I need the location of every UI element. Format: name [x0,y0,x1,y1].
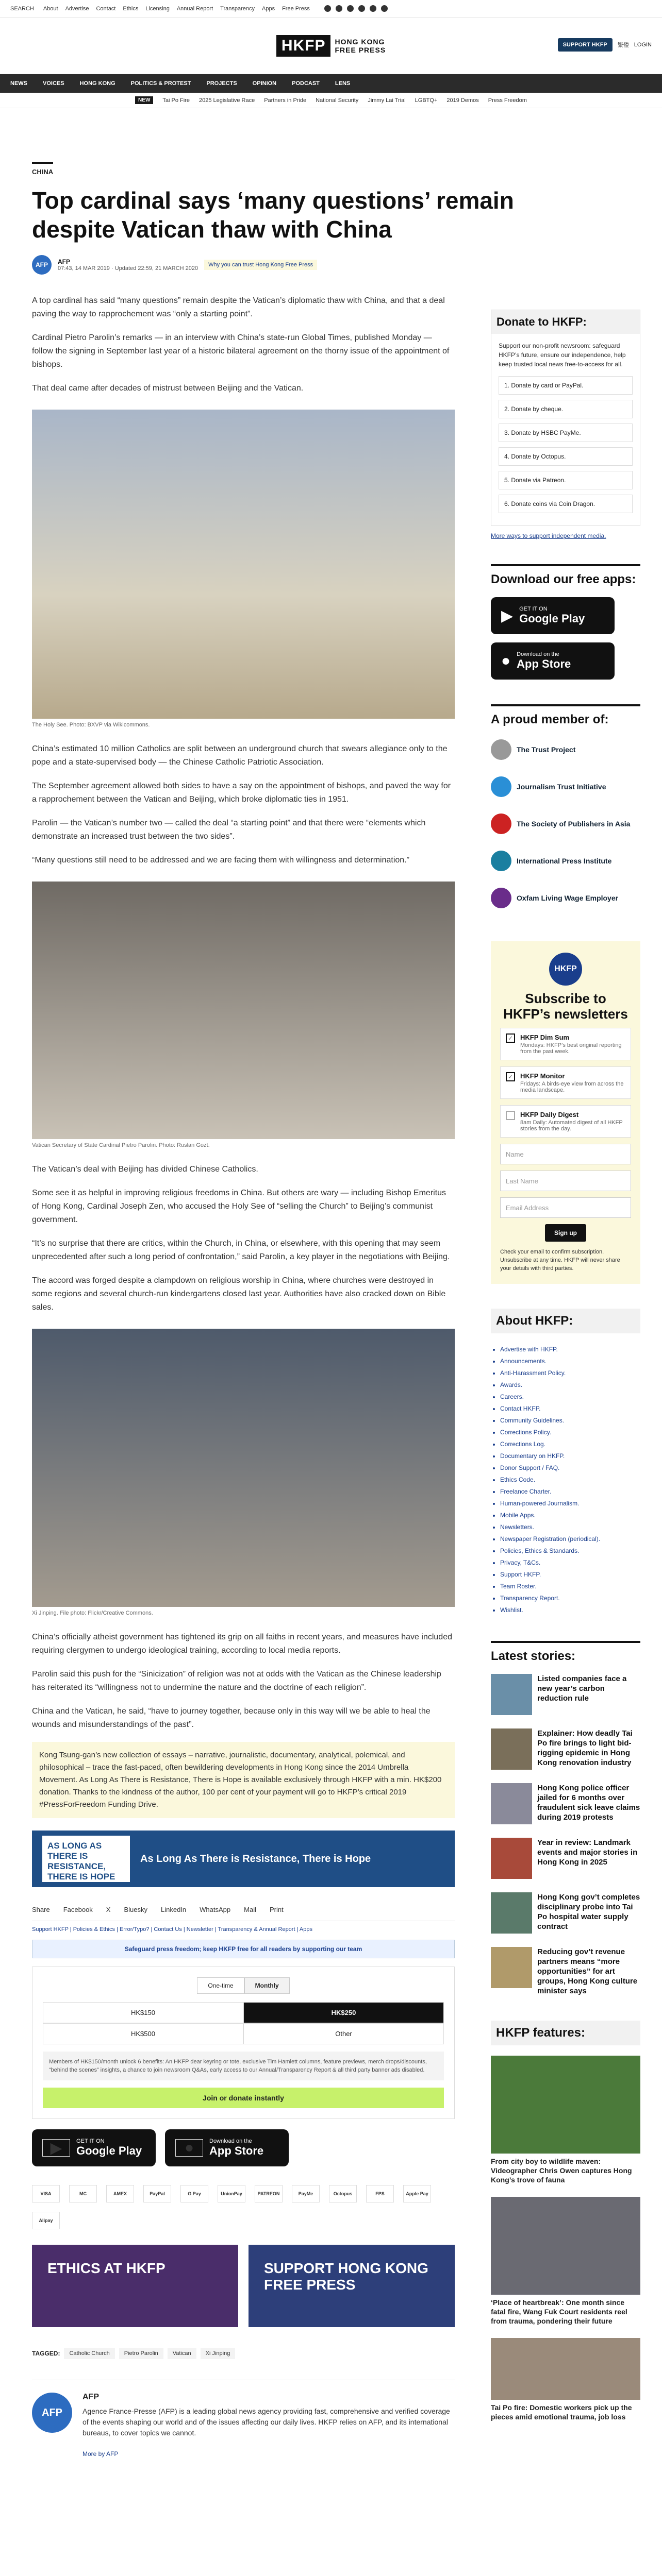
apple-icon: ● [175,2139,203,2157]
top-link-apps[interactable]: Apps [262,5,275,12]
tags [32,2348,455,2359]
video-row [32,2245,455,2327]
latest-story[interactable] [491,1947,640,1996]
article-title: Top cardinal says ‘many questions’ remain despite Vatican thaw with China [32,187,514,243]
share-x[interactable]: X [106,1906,111,1913]
paragraph: The Vatican’s deal with Beijing has divided Chinese Catholics. [32,1165,258,1174]
top-link-transparency[interactable]: Transparency [220,5,255,12]
donate-note: Members of HK$150/month unlock 6 benefits: An HKFP dear keyring or tote, exclusive Tim Hamlett columns, feature previews, merch drops/discounts, “behind the scenes” insights, a chance to join newsroom Q&As, early access to our Annual/Transparency Report & all third party banner ads disabled. [43,2052,444,2080]
paragraph: A top cardinal has said “many questions” remain despite the Vatican’s diplomatic thaw with China, and that a deal paving the way to rapprochement was “only a starting point”. [32,296,445,318]
paragraph: That deal came after decades of mistrust between Beijing and the Vatican. [32,384,304,393]
member-title: A proud member of: [491,704,640,727]
latest-thumb [491,1838,532,1879]
nav-lens[interactable]: LENS [335,80,351,87]
badge-big: App Store [517,657,571,670]
nav-hong-kong[interactable]: HONG KONG [79,80,115,87]
about-link[interactable]: • Policies, Ethics & Standards. [500,1545,640,1557]
more-ways-link[interactable]: More ways to support independent media. [491,532,606,539]
top-links [43,6,310,12]
content-columns [32,294,640,2470]
latest-thumb [491,1783,532,1824]
member-logo[interactable] [491,886,640,910]
feature-image[interactable] [491,2056,640,2154]
about-link[interactable]: • Careers. [500,1391,640,1403]
article-photo-xi-jinping [32,1329,455,1607]
ipi-icon [491,851,511,871]
paragraph: Some see it as helpful in improving religious freedoms in China. But others are wary — including Bishop Emeritus of Hong Kong, Cardinal Joseph Zen, who accused the Holy See of “selling the Church” to Beijing’s communist government. [32,1189,446,1224]
features-title: HKFP features: [491,2021,640,2045]
member-logo[interactable] [491,774,640,799]
about-link[interactable]: • Community Guidelines. [500,1415,640,1427]
article-category[interactable]: CHINA [32,162,53,176]
member-name: The Trust Project [517,745,576,754]
visa-icon: VISA [32,2185,60,2202]
latest-title: Latest stories: [491,1641,640,1664]
paypal-icon: PayPal [143,2185,171,2202]
video-ethics[interactable]: ETHICS AT HKFP [32,2245,238,2327]
safeguard-banner[interactable]: Safeguard press freedom; keep HKFP free for all readers by supporting our team [32,1940,455,1958]
about-link[interactable]: • Contact HKFP. [500,1403,640,1415]
newsletter-option[interactable] [500,1105,631,1138]
site-logo[interactable] [276,35,386,57]
checkbox-unchecked[interactable] [506,1111,515,1120]
book-promo-text[interactable]: Kong Tsung-gan’s new collection of essays – narrative, journalistic, documentary, analytical, polemical, and philosophical – trace the fast-paced, often bewildering developments in Hong Kong since the 2014 Umbrella Movement. As Long As There is Resistance, There is Hope is available exclusively through HKFP with a min. HK$200 donation. Thanks to the kindness of the author, 100 per cent of your payment will go to HKFP’s critical 2019 #PressForFreedom Funding Drive. [39,1751,442,1809]
newsletter-option-text [520,1072,625,1093]
top-link-licensing[interactable]: Licensing [145,5,170,12]
checkbox-checked[interactable]: ✓ [506,1033,515,1043]
feature-image[interactable] [491,2338,640,2400]
amount-250[interactable]: HK$250 [243,2002,444,2023]
sopa-icon [491,814,511,834]
last-name-input[interactable]: Last Name [500,1171,631,1191]
donate-option[interactable]: 4. Donate by Octopus. [499,447,633,466]
signup-button[interactable]: Sign up [545,1224,586,1242]
updated-date: Updated 22:59, 21 MARCH 2020 [114,265,198,272]
header-actions [558,38,652,52]
donate-option[interactable]: 1. Donate by card or PayPal. [499,376,633,395]
patreon-icon: PATREON [255,2185,283,2202]
social-icons [324,5,388,12]
top-link-about[interactable]: About [43,5,58,12]
logo-text [335,38,386,54]
feature-headline[interactable]: From city boy to wildlife maven: Videographer Chris Owen captures Hong Kong’s trove of fauna [491,2157,632,2184]
video-support[interactable]: SUPPORT HONG KONG FREE PRESS [249,2245,455,2327]
support-button[interactable]: SUPPORT HKFP [558,38,613,52]
newsletter-name: HKFP Dim Sum [520,1033,570,1041]
article-photo-parolin [32,882,455,1139]
newsletter-desc: Fridays: A birds-eye view from across the media landscape. [520,1081,624,1093]
badge-big: Google Play [519,612,585,625]
byline-text: AFP 07:43, 14 MAR 2019 · Updated 22:59, 21 MARCH 2020 [58,258,198,272]
nav-projects[interactable]: PROJECTS [206,80,237,87]
trust-project-icon [491,739,511,760]
author-name[interactable]: AFP [58,258,70,265]
google-play-icon: ▶ [42,2139,70,2157]
author-box-text [82,2393,455,2470]
about-link[interactable]: • Corrections Log. [500,1438,640,1450]
latest-thumb [491,1728,532,1770]
trending-item[interactable]: Jimmy Lai Trial [368,97,406,104]
paragraph: Cardinal Pietro Parolin’s remarks — in an interview with China’s state-run Global Times, published Monday — follow the signing in September last year of a historic bilateral agreement on the thorny issue of the appointment of bishops. [32,333,450,369]
badge-text [519,606,585,625]
more-by-author[interactable]: More by AFP [82,2450,119,2458]
publish-date: 07:43, 14 MAR 2019 [58,265,110,272]
about-link[interactable]: • Announcements. [500,1355,640,1367]
newsletter-name: HKFP Monitor [520,1072,565,1080]
photo-caption: Vatican Secretary of State Cardinal Pietro Parolin. Photo: Ruslan Gozt. [32,1142,210,1148]
alipay-icon: Alipay [32,2212,60,2229]
logo-line-1: HONG KONG [335,37,385,46]
nav-voices[interactable]: VOICES [43,80,64,87]
share-facebook[interactable]: Facebook [63,1906,93,1913]
newsletter-option[interactable] [500,1028,631,1060]
trending-item[interactable]: Tai Po Fire [162,97,190,104]
newsletter-note: Check your email to confirm subscription. Unsubscribe at any time. HKFP will never share your details with third parties. [500,1249,620,1272]
search-link[interactable]: SEARCH [10,5,34,12]
donate-option[interactable]: 3. Donate by HSBC PayMe. [499,423,633,442]
amount-other[interactable]: Other [243,2023,444,2044]
instagram-icon[interactable] [347,5,354,12]
features-list [491,2056,640,2421]
donate-intro: Support our non-profit newsroom: safeguard HKFP’s future, ensure our independence, help keep trusted local news free-to-access for all. [499,342,626,368]
latest-story[interactable] [491,1838,640,1879]
book-banner[interactable] [32,1831,455,1887]
tab-monthly[interactable]: Monthly [244,1977,290,1994]
paragraph: “Many questions still need to be addressed and we are facing them with willingness and determination.” [32,856,409,865]
latest-story[interactable] [491,1783,640,1824]
trending-item[interactable]: LGBTQ+ [415,97,438,104]
book-cover: AS LONG AS THERE IS RESISTANCE, THERE IS HOPE [42,1836,130,1882]
about-link[interactable]: • Freelance Charter. [500,1486,640,1498]
author-box-bio: Agence France-Presse (AFP) is a leading global news agency providing fast, comprehensive and verified coverage of the events shaping our world and of the issues affecting our daily lives. HKFP relies on AFP, and its international bureaus, to cover topics we cannot. [82,2407,450,2437]
photo-caption: The Holy See. Photo: BXVP via Wikicommons. [32,722,150,728]
paragraph: China’s estimated 10 million Catholics are split between an underground church that swears allegiance only to the pope and a state-supervised body — the Chinese Catholic Patriotic Association. [32,744,448,767]
latest-story[interactable] [491,1728,640,1770]
newsletter-option-text [520,1111,625,1132]
amount-150[interactable]: HK$150 [43,2002,243,2023]
fps-icon: FPS [366,2185,394,2202]
newsletter-name: HKFP Daily Digest [520,1111,579,1118]
about-title: About HKFP: [491,1309,640,1333]
nav-politics[interactable]: POLITICS & PROTEST [130,80,191,87]
site-header [0,18,662,74]
badge-big: Google Play [76,2144,142,2157]
about-link[interactable]: • Human-powered Journalism. [500,1498,640,1510]
top-link-advertise[interactable]: Advertise [65,5,89,12]
apple-icon: ● [501,652,511,669]
tab-one-time[interactable]: One-time [197,1977,244,1994]
top-link-ethics[interactable]: Ethics [123,5,139,12]
nav-podcast[interactable]: PODCAST [292,80,320,87]
newsletter-desc: 8am Daily: Automated digest of all HKFP stories from the day. [520,1120,623,1132]
share-whatsapp[interactable]: WhatsApp [200,1906,231,1913]
apple-pay-icon: Apple Pay [403,2185,431,2202]
rss-icon[interactable] [381,5,388,12]
badge-small: GET IT ON [76,2138,105,2144]
donate-widget [32,1967,455,2119]
author-box-avatar[interactable]: AFP [32,2393,72,2433]
google-play-badge[interactable] [491,597,615,634]
latest-headline[interactable]: Explainer: How deadly Tai Po fire brings to light bid-rigging epidemic in Hong Kong renovation industry [537,1729,633,1767]
member-name: Journalism Trust Initiative [517,783,606,791]
banner-title: As Long As There is Resistance, There is Hope [140,1853,371,1865]
share-bar [32,1906,455,1921]
trust-note[interactable]: Why you can trust Hong Kong Free Press [204,260,317,270]
about-link[interactable]: • Donor Support / FAQ. [500,1462,640,1474]
apps-title: Download our free apps: [491,564,640,587]
tag[interactable]: Catholic Church [64,2348,114,2359]
donate-box [491,310,640,526]
top-link-annual[interactable]: Annual Report [176,5,213,12]
feature-headline[interactable]: Tai Po fire: Domestic workers pick up the pieces amid emotional trauma, job loss [491,2403,632,2421]
trending-item[interactable]: 2019 Demos [446,97,479,104]
octopus-icon: Octopus [329,2185,357,2202]
newsletter-logo: HKFP [549,953,582,986]
top-link-freepress[interactable]: Free Press [282,5,310,12]
paragraph: “It’s no surprise that there are critics, within the Church, in China, or elsewhere, with this opening that may seem unprecedented after such a long period of confrontation,” said Parolin, a key player in the negotiations with Beijing. [32,1239,450,1261]
about-link[interactable]: • Newsletters. [500,1521,640,1533]
about-link[interactable]: • Mobile Apps. [500,1510,640,1521]
join-button[interactable]: Join or donate instantly [43,2088,444,2108]
member-logo[interactable] [491,737,640,762]
latest-story[interactable] [491,1674,640,1715]
about-list [491,1344,640,1616]
latest-thumb [491,1892,532,1934]
newsletter-desc: Mondays: HKFP’s best original reporting from the past week. [520,1042,622,1055]
trending-item[interactable]: National Security [316,97,359,104]
article-photo-holy-see [32,410,455,719]
youtube-icon[interactable] [358,5,365,12]
paragraph: Parolin said this push for the “Sinicization” of religion was not at odds with the Vatican as the Chinese leadership has reiterated its “willingness not to undermine the nature and the doctrine of each religion”. [32,1670,441,1692]
google-play-badge[interactable] [32,2129,156,2166]
app-store-badge[interactable] [491,642,615,680]
about-link[interactable]: • Support HKFP. [500,1569,640,1581]
badge-small: GET IT ON [519,606,548,612]
share-mail[interactable]: Mail [244,1906,256,1913]
about-link[interactable]: • Corrections Policy. [500,1427,640,1438]
about-link[interactable]: • Documentary on HKFP. [500,1450,640,1462]
trending-bar [0,93,662,108]
amount-500[interactable]: HK$500 [43,2023,243,2044]
photo-caption: Xi Jinping. File photo: Flickr/Creative Commons. [32,1610,153,1616]
first-name-input[interactable]: Name [500,1144,631,1164]
paragraph: China’s officially atheist government has tightened its grip on all faiths in recent years, and measures have included requiring clergymen to undergo ideological training, according to local media reports. [32,1633,452,1655]
donate-option[interactable]: 2. Donate by cheque. [499,400,633,418]
paragraph: China and the Vatican, he said, “have to journey together, because only in this way will we be able to heal the wounds and misunderstandings of the past”. [32,1707,431,1729]
share-print[interactable]: Print [269,1906,284,1913]
latest-story[interactable] [491,1892,640,1934]
donate-option[interactable]: 5. Donate via Patreon. [499,471,633,489]
author-box [32,2380,455,2470]
trending-item[interactable]: Partners in Pride [264,97,307,104]
share-bluesky[interactable]: Bluesky [124,1906,147,1913]
linkedin-icon[interactable] [370,5,376,12]
paragraph: Parolin — the Vatican’s number two — called the deal “a starting point” and that there were “elements which demonstrate an increased trust between the two sides”. [32,819,426,841]
app-store-badge[interactable] [165,2129,289,2166]
login-link[interactable]: LOGIN [634,42,652,48]
payme-icon: PayMe [292,2185,320,2202]
about-link[interactable]: • Privacy, T&Cs. [500,1557,640,1569]
donate-option[interactable]: 6. Donate coins via Coin Dragon. [499,495,633,513]
amex-icon: AMEX [106,2185,134,2202]
book-promo [32,1742,455,1818]
x-icon[interactable] [336,5,342,12]
about-link[interactable]: • Ethics Code. [500,1474,640,1486]
share-linkedin[interactable]: LinkedIn [161,1906,187,1913]
newsletter-option[interactable] [500,1066,631,1099]
about-link[interactable]: • Newspaper Registration (periodical). [500,1533,640,1545]
newsletter-option-text [520,1033,625,1055]
newsletter-title: Subscribe to HKFP’s newsletters [503,991,628,1022]
paragraph: The accord was forged despite a clampdown on religious worship in China, where churches were destroyed in some regions and several church-run kindergartens closed last year. Authorities have also cracked down on Bible sales. [32,1276,446,1312]
latest-thumb [491,1947,532,1988]
member-name: International Press Institute [517,857,612,865]
sidebar [491,310,640,2470]
checkbox-checked[interactable]: ✓ [506,1072,515,1081]
badge-big: App Store [209,2144,264,2157]
member-name: Oxfam Living Wage Employer [517,894,619,902]
badge-text [209,2138,263,2158]
donate-tabs [43,1977,444,1994]
about-link[interactable]: • Team Roster. [500,1581,640,1592]
facebook-icon[interactable] [324,5,331,12]
latest-headline[interactable]: Reducing gov’t revenue partners means “more opportunities” for art groups, Hong Kong culture minister says [537,1947,638,1995]
donate-title: Donate to HKFP: [491,310,640,334]
logo-mark: HKFP [276,35,331,57]
member-logo[interactable] [491,811,640,836]
badge-small: Download on the [209,2138,252,2144]
email-input[interactable]: Email Address [500,1197,631,1218]
member-logo[interactable] [491,849,640,873]
about-link[interactable]: • Anti-Harassment Policy. [500,1367,640,1379]
latest-headline[interactable]: Listed companies face a new year’s carbon reduction rule [537,1674,627,1703]
paragraph: The September agreement allowed both sides to have a say on the appointment of bishops, and paved the way for a rapprochement between the Vatican and Beijing, which broke diplomatic ties in 1951. [32,782,451,804]
article-body [32,294,455,2470]
tag[interactable]: Xi Jinping [201,2348,236,2359]
logo-line-2: FREE PRESS [335,45,386,54]
badge-text [517,651,571,671]
gpay-icon: G Pay [180,2185,208,2202]
unionpay-icon: UnionPay [218,2185,245,2202]
feature-headline[interactable]: ‘Place of heartbreak’: One month since fatal fire, Wang Fuk Court residents reel from trauma, pondering their future [491,2298,627,2325]
author-box-name[interactable]: AFP [82,2393,99,2401]
about-link[interactable]: • Awards. [500,1379,640,1391]
badge-small: Download on the [517,651,559,657]
latest-headline[interactable]: Year in review: Landmark events and major stories in Hong Kong in 2025 [537,1838,638,1867]
google-play-icon: ▶ [501,607,514,624]
payment-methods [32,2129,455,2175]
oxfam-icon [491,888,511,908]
newsletter-box [491,941,640,1284]
page-container [32,108,640,2470]
top-bar [0,0,662,18]
jti-icon [491,776,511,797]
share-label: Share [32,1906,50,1913]
nav-opinion[interactable]: OPINION [252,80,277,87]
member-name: The Society of Publishers in Asia [517,820,631,828]
mastercard-icon: MC [69,2185,97,2202]
about-link[interactable]: • Wishlist. [500,1604,640,1616]
main-nav [0,74,662,93]
latest-thumb [491,1674,532,1715]
author-avatar[interactable]: AFP [32,255,52,275]
latest-headline[interactable]: Hong Kong gov’t completes disciplinary probe into Tai Po hospital water supply contract [537,1893,640,1931]
about-link[interactable]: • Transparency Report. [500,1592,640,1604]
latest-headline[interactable]: Hong Kong police officer jailed for 6 months over fraudulent sick leave claims during 2019 protests [537,1784,640,1822]
trending-item[interactable]: 2025 Legislative Race [198,97,255,104]
badge-text [76,2138,142,2158]
donate-amounts [43,2002,444,2044]
nav-news[interactable]: NEWS [10,80,27,87]
byline [32,255,630,275]
language-toggle[interactable]: 繁體 [617,42,629,48]
tag[interactable]: Vatican [168,2348,196,2359]
trending-item[interactable]: Press Freedom [488,97,527,104]
tags-label: TAGGED: [32,2350,60,2357]
trending-badge: NEW [135,96,153,104]
tag[interactable]: Pietro Parolin [119,2348,163,2359]
payment-logos [32,2185,455,2229]
about-link[interactable]: • Advertise with HKFP. [500,1344,640,1355]
top-link-contact[interactable]: Contact [96,5,116,12]
support-links[interactable]: Support HKFP | Policies & Ethics | Error/Typo? | Contact Us | Newsletter | Transparency & Annual Report | Apps [32,1926,312,1933]
feature-image[interactable] [491,2197,640,2295]
